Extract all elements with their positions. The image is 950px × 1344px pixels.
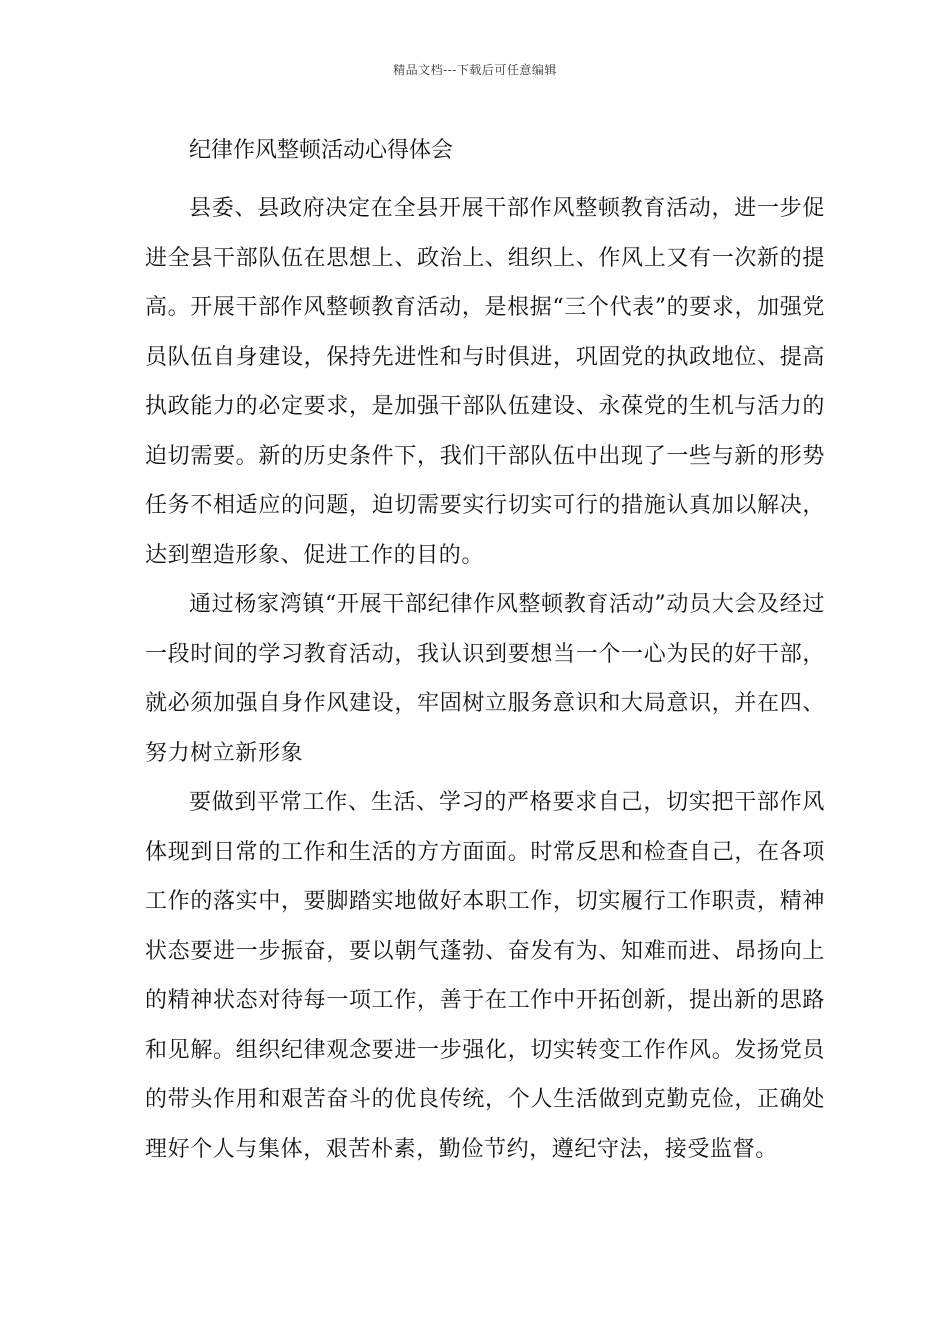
- paragraph-2: 通过杨家湾镇“开展干部纪律作风整顿教育活动”动员大会及经过一段时间的学习教育活动，我认识到要想当一个一心为民的好干部，就必须加强自身作风建设，牢固树立服务意识和大局意识，并在四、努力树立新形象: [145, 592, 825, 766]
- document-body: [145, 132, 825, 1174]
- document-title: 纪律作风整顿活动心得体会: [189, 138, 454, 163]
- paragraph-1: 县委、县政府决定在全县开展干部作风整顿教育活动，进一步促进全县干部队伍在思想上、政治上、组织上、作风上又有一次新的提高。开展干部作风整顿教育活动，是根据“三个代表”的要求，加强党员队伍自身建设，保持先进性和与时俱进，巩固党的执政地位、提高执政能力的必定要求，是加强干部队伍建设、永葆党的生机与活力的迫切需要。新的历史条件下，我们干部队伍中出现了一些与新的形势任务不相适应的问题，迫切需要实行切实可行的措施认真加以解决，达到塑造形象、促进工作的目的。: [145, 196, 825, 568]
- paragraph-3: 要做到平常工作、生活、学习的严格要求自己，切实把干部作风体现到日常的工作和生活的方方面面。时常反思和检查自己，在各项工作的落实中，要脚踏实地做好本职工作，切实履行工作职责，精神状态要进一步振奋，要以朝气蓬勃、奋发有为、知难而进、昂扬向上的精神状态对待每一项工作，善于在工作中开拓创新，提出新的思路和见解。组织纪律观念要进一步强化，切实转变工作作风。发扬党员的带头作用和艰苦奋斗的优良传统，个人生活做到克勤克俭，正确处理好个人与集体，艰苦朴素，勤俭节约，遵纪守法，接受监督。: [145, 790, 825, 1162]
- page-header: 精品文档---下载后可任意编辑: [393, 63, 557, 77]
